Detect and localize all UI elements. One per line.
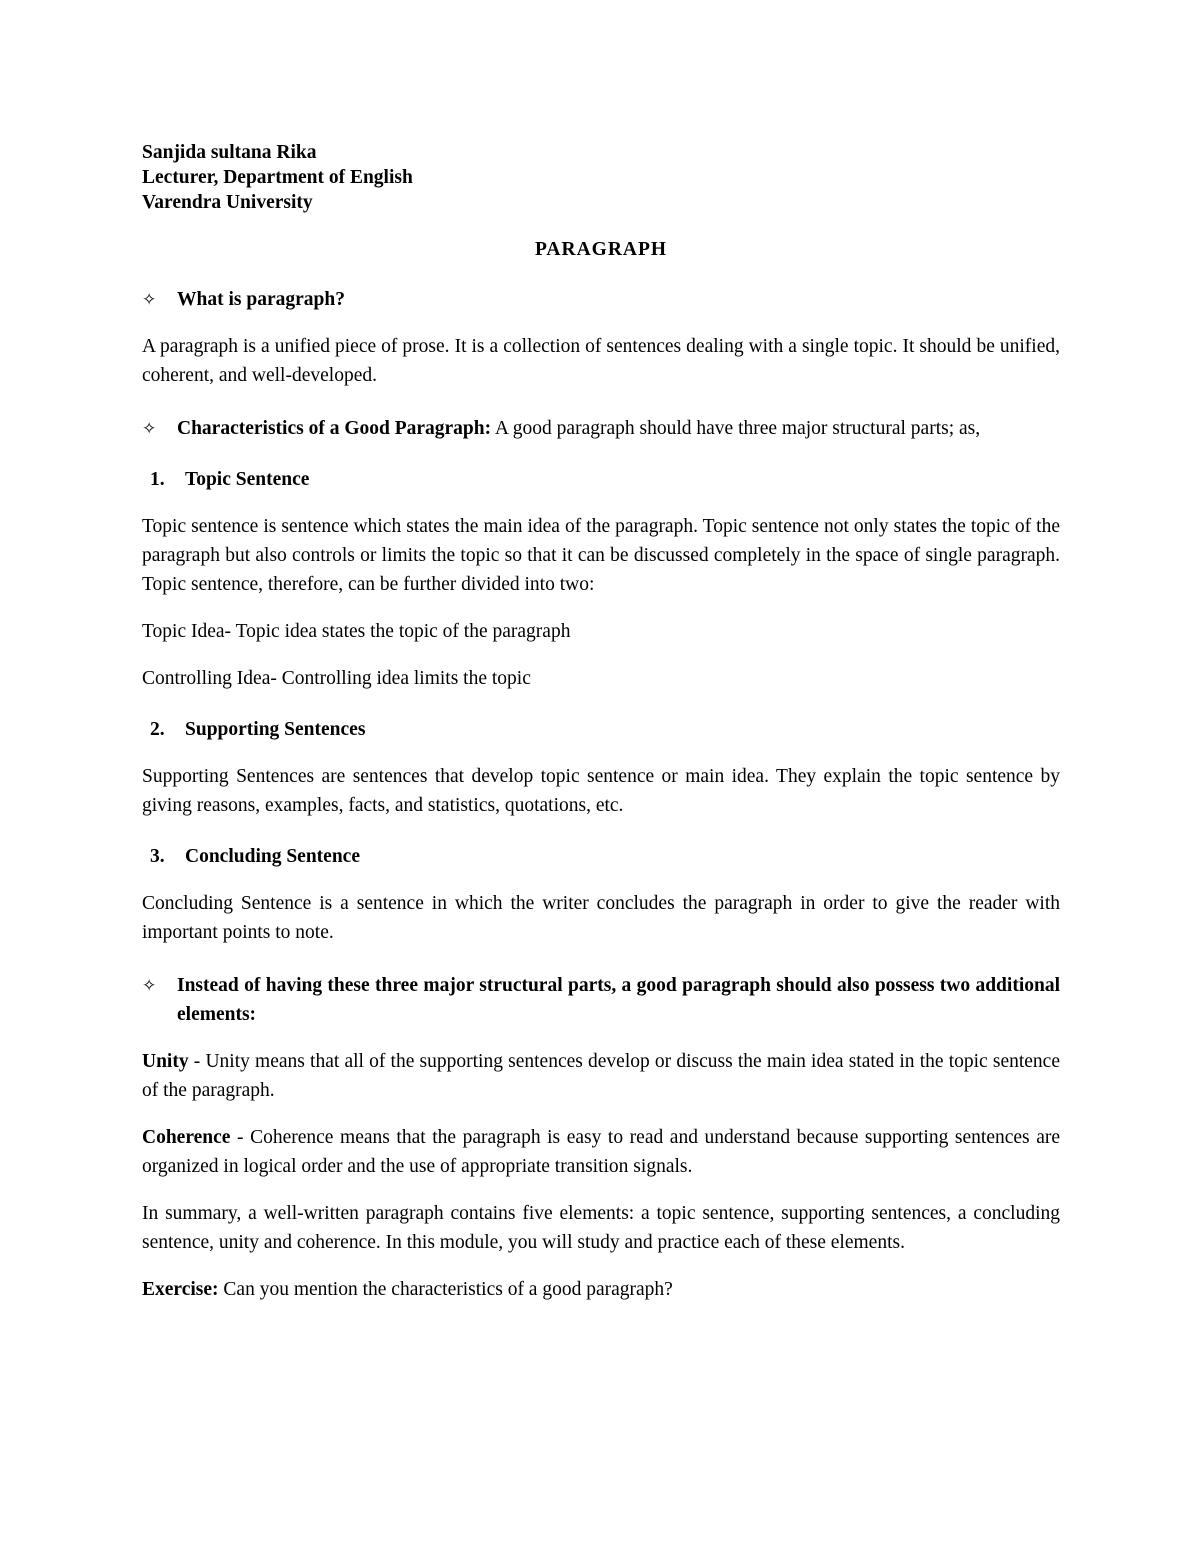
author-institution: Varendra University: [142, 192, 313, 213]
part-heading-text: Supporting Sentences: [185, 719, 366, 740]
unity-body: - Unity means that all of the supporting sentences develop or discuss the main idea stated in the topic sentence of the paragraph.: [142, 1051, 1060, 1101]
author-name: Sanjida sultana Rika: [142, 142, 317, 163]
coherence-term: Coherence: [142, 1127, 231, 1148]
section-additional-heading: [142, 971, 1060, 1029]
coherence-paragraph: [142, 1123, 1060, 1181]
section-what-heading: [142, 285, 1060, 314]
topic-idea-line: Topic Idea- Topic idea states the topic of the paragraph: [142, 621, 571, 642]
summary-paragraph: In summary, a well-written paragraph contains five elements: a topic sentence, supporting sentences, a concluding sentence, unity and coherence. In this module, you will study and practice each of these elements.: [142, 1203, 1060, 1253]
unity-term: Unity: [142, 1051, 189, 1072]
section-characteristics: [142, 414, 1060, 443]
controlling-idea-line: Controlling Idea- Controlling idea limits the topic: [142, 668, 531, 689]
author-block: [142, 140, 1060, 215]
coherence-body: - Coherence means that the paragraph is easy to read and understand because supporting sentences are organized in logical order and the use of appropriate transition signals.: [142, 1127, 1060, 1177]
section-characteristics-heading: Characteristics of a Good Paragraph:: [177, 418, 492, 439]
part-heading-topic-sentence: [142, 465, 1060, 494]
part-body-topic-sentence: Topic sentence is sentence which states the main idea of the paragraph. Topic sentence not only states the topic of the paragraph but also controls or limits the topic so that it can be discussed completely in the space of single paragraph. Topic sentence, therefore, can be further divided into two:: [142, 516, 1060, 595]
diamond-bullet-icon: ✧: [142, 419, 157, 438]
part-heading-supporting-sentences: [142, 715, 1060, 744]
part-number: 3.: [150, 846, 165, 867]
section-characteristics-text: [177, 414, 1060, 443]
diamond-bullet-icon: ✧: [142, 290, 157, 309]
part-body-concluding-sentence: Concluding Sentence is a sentence in which the writer concludes the paragraph in order to give the reader with important points to note.: [142, 893, 1060, 943]
document-page: [142, 140, 1060, 1304]
part-number: 2.: [150, 719, 165, 740]
section-what-heading-text: What is paragraph?: [177, 289, 345, 310]
part-body-supporting-sentences: Supporting Sentences are sentences that develop topic sentence or main idea. They explain the topic sentence by giving reasons, examples, facts, and statistics, quotations, etc.: [142, 766, 1060, 816]
document-title: PARAGRAPH: [534, 239, 668, 260]
part-heading-text: Topic Sentence: [185, 469, 310, 490]
part-heading-text: Concluding Sentence: [185, 846, 360, 867]
section-what-body: A paragraph is a unified piece of prose. It is a collection of sentences dealing with a single topic. It should be unified, coherent, and well-developed.: [142, 336, 1060, 386]
author-position: Lecturer, Department of English: [142, 167, 413, 188]
part-number: 1.: [150, 469, 165, 490]
section-characteristics-body: A good paragraph should have three major structural parts; as,: [491, 418, 981, 439]
exercise-paragraph: [142, 1275, 1060, 1304]
unity-paragraph: [142, 1047, 1060, 1105]
section-additional-heading-text: Instead of having these three major structural parts, a good paragraph should also possess two additional elements:: [177, 975, 1060, 1025]
diamond-bullet-icon: ✧: [142, 976, 157, 995]
exercise-question: Can you mention the characteristics of a good paragraph?: [218, 1279, 673, 1300]
part-heading-concluding-sentence: [142, 842, 1060, 871]
exercise-label: Exercise:: [142, 1279, 219, 1300]
